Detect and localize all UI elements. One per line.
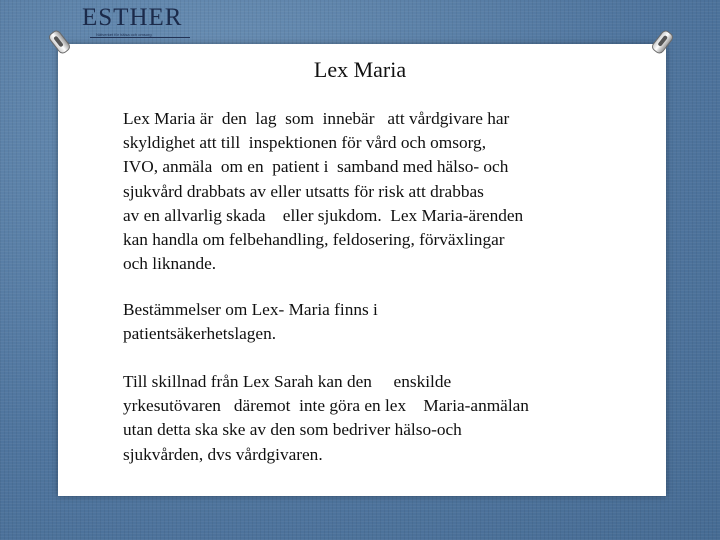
paragraph-law <box>123 298 603 346</box>
paragraph-difference <box>123 370 603 467</box>
text-line: Till skillnad från Lex Sarah kan den enskilde <box>123 372 452 391</box>
text-line: Bestämmelser om Lex- Maria finns i <box>123 300 378 319</box>
slide-title: Lex Maria <box>313 57 407 82</box>
text-line: utan detta ska ske av den som bedriver hälso-och <box>123 420 462 440</box>
text-line: IVO, anmäla om en patient i samband med hälso- och <box>123 157 509 177</box>
text-line: yrkesutövaren däremot inte göra en lex Maria-anmälan <box>123 396 529 416</box>
text-line: skyldighet att till inspektionen för vård och omsorg, <box>123 133 487 153</box>
logo-tagline: Nätverket för hälsa och omsorg <box>96 32 152 37</box>
text-line: och liknande. <box>123 254 217 274</box>
text-line: kan handla om felbehandling, feldosering, förväxlingar <box>123 230 505 250</box>
text-line: sjukvård drabbats av eller utsatts för risk att drabbas <box>123 181 484 201</box>
text-line: av en allvarlig skada eller sjukdom. Lex Maria-ärenden <box>123 205 524 225</box>
text-line: Lex Maria är den lag som innebär att vårdgivare har <box>123 109 510 128</box>
text-line: sjukvården, dvs vårdgivaren. <box>123 444 323 464</box>
text-line: patientsäkerhetslagen. <box>123 324 277 344</box>
logo-underline <box>90 37 190 38</box>
paragraph-definition <box>123 107 603 276</box>
logo-wordmark: ESTHER <box>82 4 183 31</box>
esther-logo <box>82 4 192 38</box>
